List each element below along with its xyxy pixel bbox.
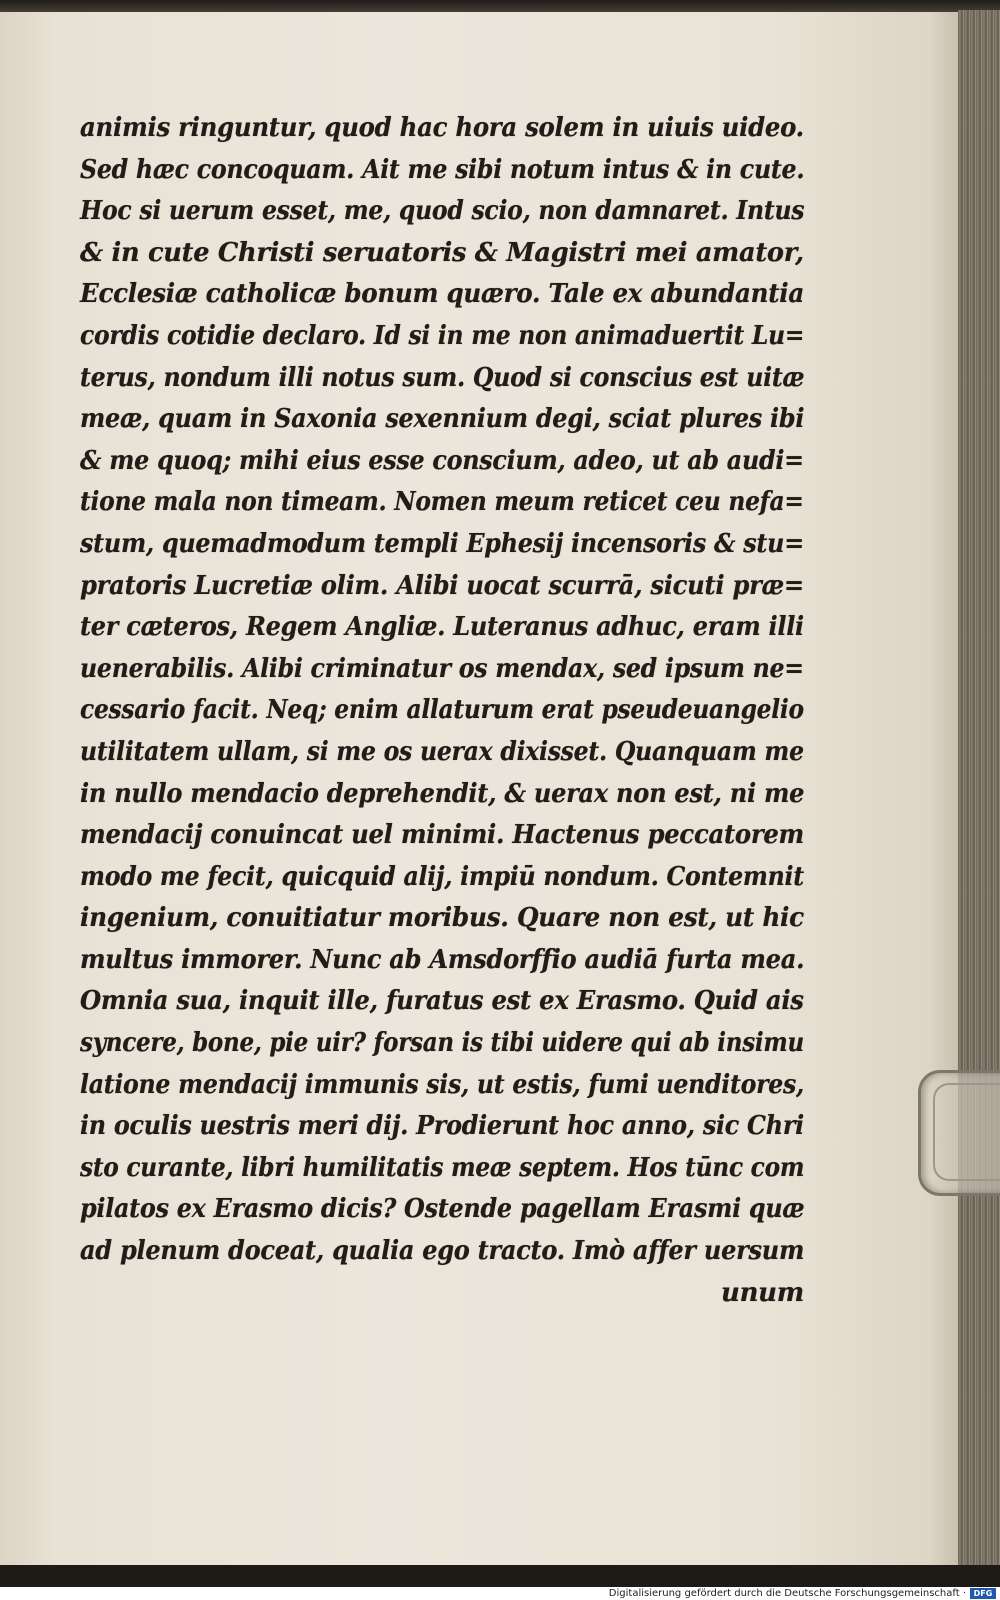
text-line: pratoris Lucretiæ olim. Alibi uocat scurrā, sicuti præ= [80,570,804,601]
text-line: tione mala non timeam. Nomen meum reticet ceu nefa= [80,487,804,518]
text-line: sto curante, libri humilitatis meæ septem. Hos tūnc com [80,1152,805,1183]
text-line: syncere, bone, pie uir? forsan is tibi uidere qui ab insimu [80,1028,804,1059]
text-line: Hoc si uerum esset, me, quod scio, non damnaret. Intus [80,196,805,227]
text-line: cessario facit. Neq; enim allaturum erat pseudeuangelio [80,695,804,726]
dfg-logo: DFG [970,1588,996,1599]
text-line: Sed hæc concoquam. Ait me sibi notum intus & in cute. [80,154,805,185]
text-line: ad plenum doceat, qualia ego tracto. Imò affer uersum [80,1236,805,1267]
page-text-block [80,108,804,1314]
text-line: cordis cotidie declaro. Id si in me non animaduertit Lu= [80,320,805,351]
text-line: & in cute Christi seruatoris & Magistri mei amator, [80,237,804,268]
bottom-edge-band [0,1565,1000,1587]
digitization-credit-bar [0,1587,1000,1600]
book-fore-edge [958,10,1000,1570]
text-line: multus immorer. Nunc ab Amsdorffio audiā furta mea. [80,944,805,975]
text-line: in oculis uestris meri dij. Prodierunt hoc anno, sic Chri [80,1111,804,1142]
text-line: animis ringuntur, quod hac hora solem in uiuis uideo. [80,113,804,143]
text-line: in nullo mendacio deprehendit, & uerax non est, ni me [80,778,805,809]
text-line: modo me fecit, quicquid alij, impiū nondum. Contemnit [80,861,804,892]
text-line: stum, quemadmodum templi Ephesij incensoris & stu= [80,528,804,559]
text-line: pilatos ex Erasmo dicis? Ostende pagellam Erasmi quæ [80,1194,805,1225]
text-line: mendacij conuincat uel minimi. Hactenus peccatorem [80,820,804,851]
text-line: latione mendacij immunis sis, ut estis, fumi uenditores, [80,1069,804,1100]
book-clasp-inner [933,1083,1000,1181]
text-line: ingenium, conuitiatur moribus. Quare non est, ut hic [80,903,804,934]
digitization-credit-text: Digitalisierung gefördert durch die Deutsche Forschungsgemeinschaft · [608,1588,966,1599]
book-clasp [918,1070,1000,1196]
text-line: & me quoq; mihi eius esse conscium, adeo, ut ab audi= [80,445,804,476]
text-line: ter cæteros, Regem Angliæ. Luteranus adhuc, eram illi [80,612,804,643]
text-line: Ecclesiæ catholicæ bonum quæro. Tale ex abundantia [80,279,805,310]
catchword: unum [720,1277,804,1308]
text-line: uenerabilis. Alibi criminatur os mendax, sed ipsum ne= [80,653,804,684]
text-line: Omnia sua, inquit ille, furatus est ex Erasmo. Quid ais [80,986,804,1017]
text-line: utilitatem ullam, si me os uerax dixisset. Quanquam me [80,736,804,767]
text-line: terus, nondum illi notus sum. Quod si conscius est uitæ [80,362,805,393]
text-line: meæ, quam in Saxonia sexennium degi, sciat plures ibi [80,404,805,435]
